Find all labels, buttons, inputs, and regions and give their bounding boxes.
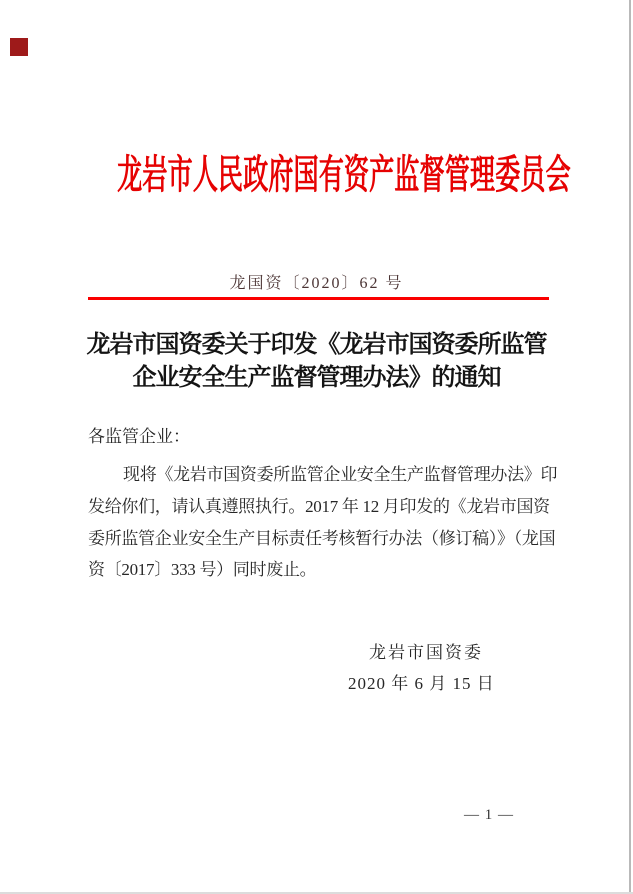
document-title bbox=[0, 329, 633, 395]
body-line: 资〔2017〕333 号）同时废止。 bbox=[88, 560, 317, 580]
red-stamp-mark bbox=[10, 38, 28, 56]
body-line: 发给你们，请认真遵照执行。2017 年 12 月印发的《龙岩市国资 bbox=[88, 496, 550, 516]
red-divider-rule bbox=[88, 297, 549, 300]
document-title-line2: 企业安全生产监督管理办法》的通知 bbox=[132, 365, 501, 391]
document-number: 龙国资〔2020〕62 号 bbox=[229, 275, 404, 292]
page-right-border bbox=[629, 0, 631, 894]
page-number: — 1 — bbox=[464, 807, 514, 823]
salutation: 各监管企业： bbox=[88, 427, 190, 446]
document-title-line1: 龙岩市国资委关于印发《龙岩市国资委所监管 bbox=[86, 332, 547, 358]
signature-org: 龙岩市国资委 bbox=[369, 643, 483, 662]
body-line: 委所监管企业安全生产目标责任考核暂行办法（修订稿）》（龙国 bbox=[88, 528, 556, 548]
body-paragraph bbox=[88, 459, 558, 586]
signature-date: 2020 年 6 月 15 日 bbox=[348, 674, 495, 693]
body-line: 现将《龙岩市国资委所监管企业安全生产监督管理办法》印 bbox=[123, 465, 558, 484]
letterhead-title: 龙岩市人民政府国有资产监督管理委员会 bbox=[117, 152, 571, 197]
